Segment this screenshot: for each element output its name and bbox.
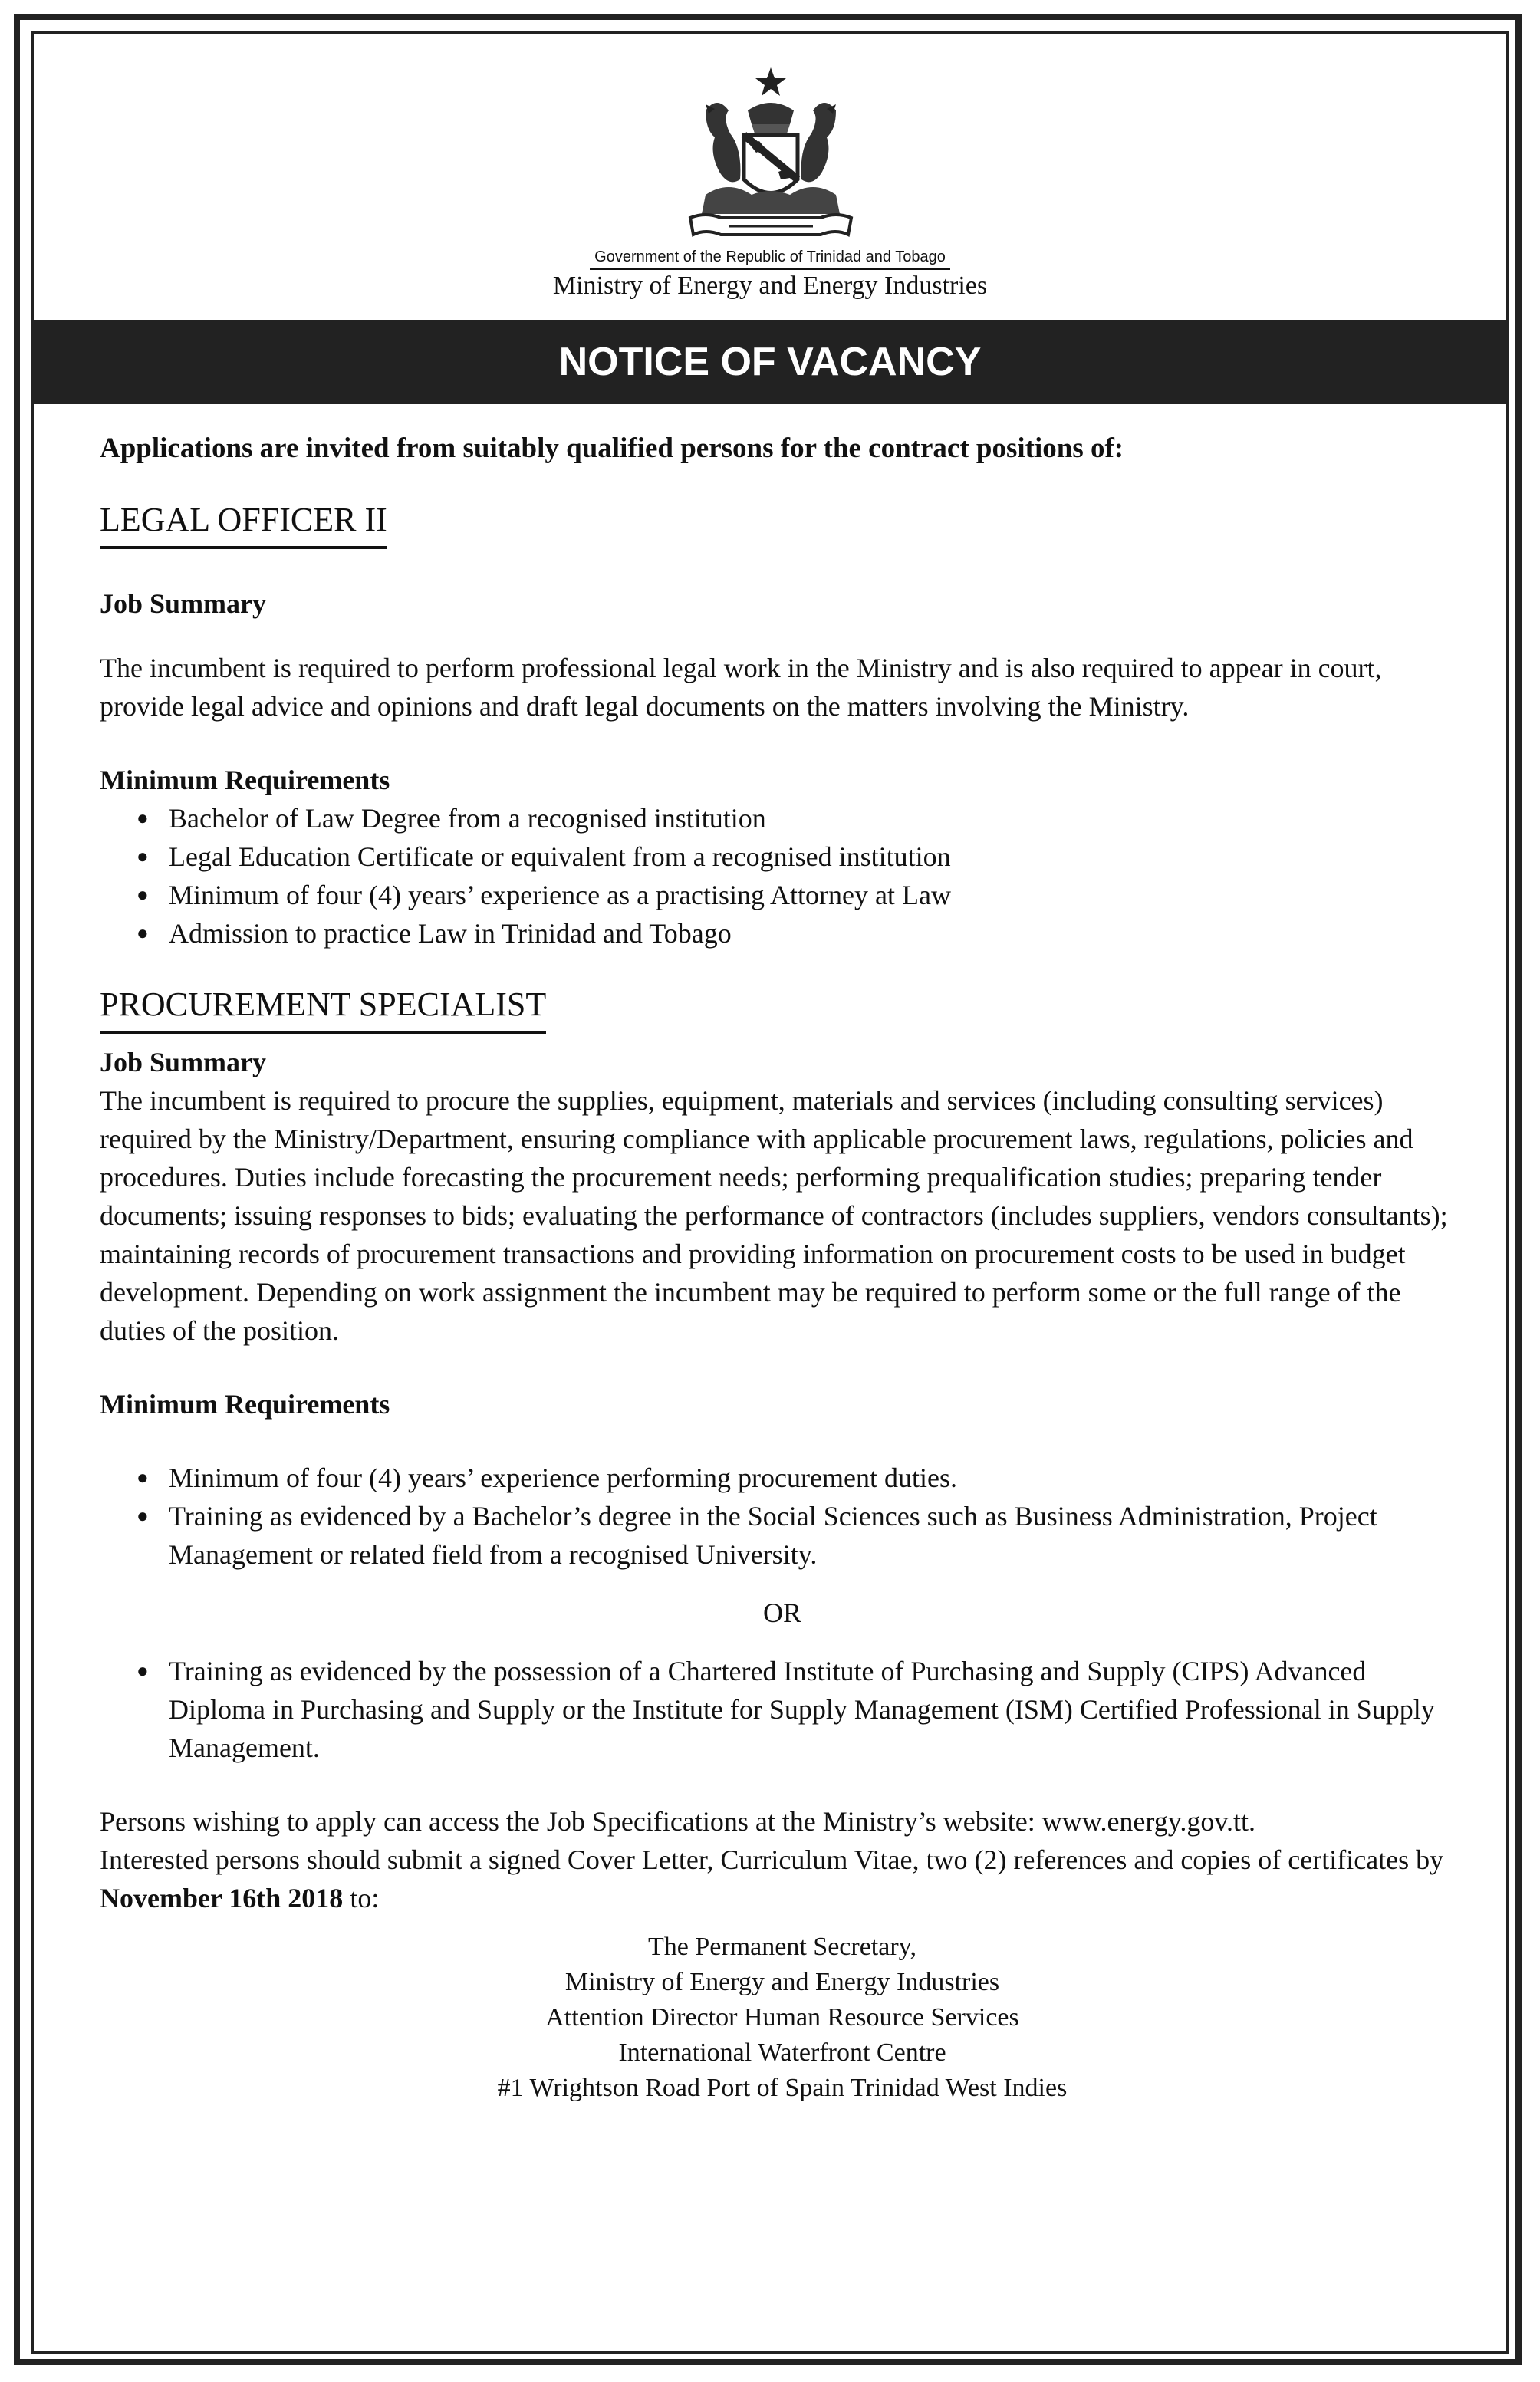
requirement-item: ● Admission to practice Law in Trinidad and Tobago — [169, 914, 1465, 952]
position-title: PROCUREMENT SPECIALIST — [100, 983, 546, 1034]
requirement-item: ● Training as evidenced by a Bachelor’s degree in the Social Sciences such as Business Administration, Project Management or related field from a recognised University. — [169, 1497, 1465, 1574]
notice-header — [34, 34, 1506, 317]
submission-line: Interested persons should submit a signed Cover Letter, Curriculum Vitae, two (2) references and copies of certificates by November 16th 2018 to: — [100, 1844, 1444, 1913]
website-line: Persons wishing to apply can access the Job Specifications at the Ministry’s website: www.energy.gov.tt. — [100, 1806, 1256, 1837]
coat-of-arms-icon — [675, 64, 867, 241]
requirements-heading: Minimum Requirements — [100, 1389, 390, 1420]
requirements-list — [100, 1459, 1465, 1574]
notice-title-banner: NOTICE OF VACANCY — [34, 320, 1506, 404]
deadline-date: November 16th 2018 — [100, 1883, 344, 1913]
job-summary-heading: Job Summary — [100, 1047, 267, 1077]
address-line: Ministry of Energy and Energy Industries — [564, 1968, 1000, 1996]
job-summary-text: The incumbent is required to perform professional legal work in the Ministry and is also required to appear in court, provide legal advice and opinions and draft legal documents on the matters involving the Ministry. — [100, 653, 1382, 722]
requirement-item: ● Minimum of four (4) years’ experience as a practising Attorney at Law — [169, 876, 1465, 914]
address-line: Attention Director Human Resource Services — [545, 2003, 1019, 2032]
or-separator: OR — [762, 1597, 801, 1628]
position-procurement-specialist — [100, 983, 1465, 1767]
address-line: International Waterfront Centre — [618, 2038, 946, 2067]
mailing-address — [100, 1930, 1465, 2106]
requirement-item: ● Legal Education Certificate or equivalent from a recognised institution — [169, 837, 1465, 876]
requirements-heading: Minimum Requirements — [100, 765, 390, 795]
requirement-item: ● Minimum of four (4) years’ experience performing procurement duties. — [169, 1459, 1465, 1497]
job-summary-text: The incumbent is required to procure the supplies, equipment, materials and services (including consulting services) required by the Ministry/Department, ensuring compliance with applicable procurement laws, regulations, policies and procedures. Duties include forecasting the procurement needs; performing prequalification studies; preparing tender documents; issuing responses to bids; evaluating the performance of contractors (includes suppliers, vendors consultants); maintaining records of procurement transactions and providing information on procurement costs to be used in budget development. Depending on work assignment the incumbent may be required to perform some or the full range of the duties of the position. — [100, 1085, 1448, 1346]
requirement-item: ● Training as evidenced by the possession of a Chartered Institute of Purchasing and Supply (CIPS) Advanced Diploma in Purchasing and Supply or the Institute for Supply Management (ISM) Certified Professional in Supply Management. — [169, 1652, 1465, 1767]
notice-body — [100, 429, 1465, 2106]
application-instructions — [100, 1802, 1465, 1917]
government-line: Government of the Republic of Trinidad and Tobago — [34, 248, 1506, 270]
position-legal-officer — [100, 498, 1465, 952]
job-summary-heading: Job Summary — [100, 588, 267, 619]
alt-requirements-list — [100, 1652, 1465, 1767]
requirement-item: ● Bachelor of Law Degree from a recognised institution — [169, 799, 1465, 837]
position-title: LEGAL OFFICER II — [100, 498, 387, 549]
address-line: #1 Wrightson Road Port of Spain Trinidad West Indies — [497, 2074, 1068, 2102]
intro-text: Applications are invited from suitably qualified persons for the contract positions of: — [100, 433, 1124, 464]
ministry-line: Ministry of Energy and Energy Industries — [552, 271, 988, 300]
address-line: The Permanent Secretary, — [648, 1933, 916, 1961]
requirements-list — [100, 799, 1465, 952]
